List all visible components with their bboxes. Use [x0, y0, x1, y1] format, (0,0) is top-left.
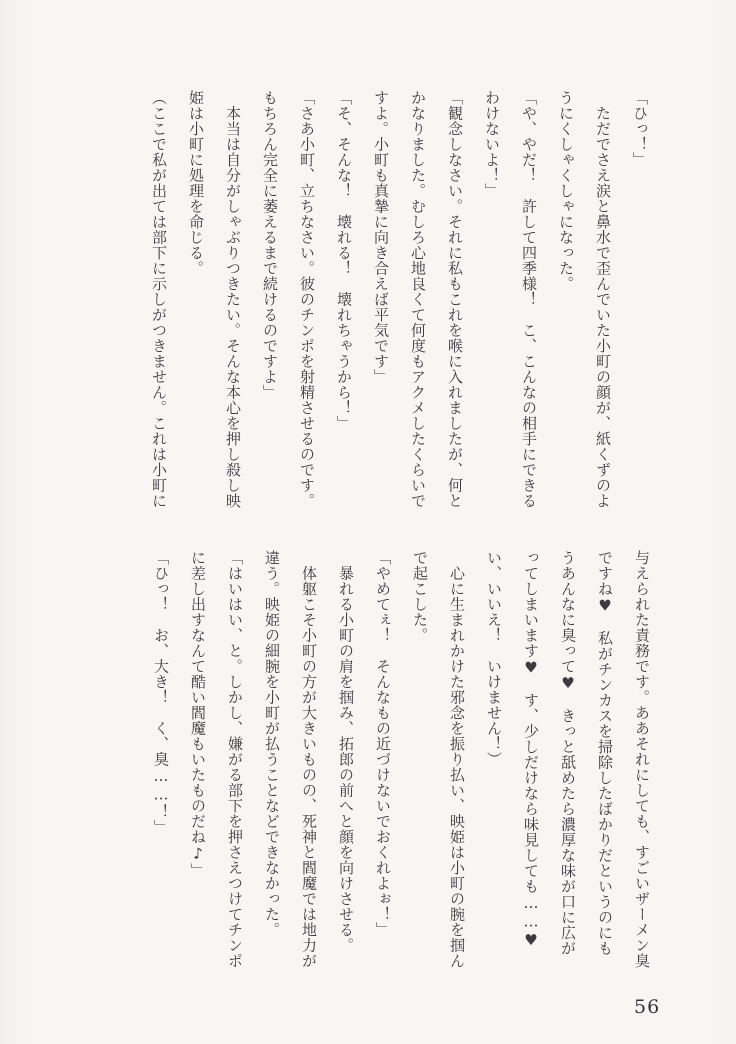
text-column: 「そ、そんな！ 壊れる！ 壊れちゃうから！」	[335, 90, 353, 431]
text-column: 姫は小町に処理を命じる。	[187, 90, 205, 276]
text-block-top	[136, 90, 658, 512]
text-column: ですね♥ 私がチンカスを掃除したばかりだというのにも	[596, 550, 614, 956]
text-column: かなりました。むしろ心地良くて何度もアクメしたくらいで	[409, 90, 427, 509]
text-column: 「ひっ！」	[631, 90, 649, 168]
text-column: い、いいえ！ いけません！）	[485, 550, 503, 767]
text-column: （ここで私が出ては部下に示しがつきません。これは小町に	[150, 90, 168, 509]
text-column: 暴れる小町の肩を掴み、拓郎の前へと顔を向けさせる。	[337, 550, 355, 953]
text-column: うにくしゃくしゃになった。	[557, 90, 575, 292]
text-column: 違う。映姫の細腕を小町が払うことなどできなかった。	[263, 550, 281, 938]
text-column: 「観念しなさい。それに私もこれを喉に入れましたが、何と	[446, 90, 464, 509]
text-column: わけないよ！」	[483, 90, 501, 199]
text-column: 「さあ小町、立ちなさい。彼のチンポを射精させるのです。	[298, 90, 316, 509]
text-column: に差し出すなんて酷い閻魔もいたものだね♪」	[189, 550, 207, 879]
text-column: もちろん完全に萎えるまで続けるのですよ」	[261, 90, 279, 400]
text-column: 心に生まれかけた邪念を振り払い、映姫は小町の腕を掴ん	[448, 550, 466, 969]
text-column: うあんなに臭って♥ きっと舐めたら濃厚な味が口に広が	[559, 550, 577, 956]
text-column: 体躯こそ小町の方が大きいものの、死神と閻魔では地力が	[300, 550, 318, 969]
text-column: で起こした。	[411, 550, 429, 643]
text-column: 与えられた責務です。ああそれにしても、すごいザーメン臭	[633, 550, 651, 969]
text-column: 本当は自分がしゃぶりつきたい。そんな本心を押し殺し映	[224, 90, 242, 509]
text-column: 「ひっ！ お、大き！ く、臭……！」	[152, 550, 170, 835]
text-column: 「やめてぇ！ そんなもの近づけないでおくれよぉ！」	[374, 550, 392, 938]
text-column: ってしまいます♥ す、少しだけなら味見しても……♥	[522, 550, 540, 950]
text-block-bottom	[138, 550, 660, 972]
text-column: すよ。小町も真摯に向き合えば平気です」	[372, 90, 390, 385]
text-column: 「や、やだ！ 許して四季様！ こ、こんなの相手にできる	[520, 90, 538, 509]
page-number: 56	[634, 996, 661, 1018]
text-column: 「はいはい、と。しかし、嫌がる部下を押さえつけてチンポ	[226, 550, 244, 969]
text-column: ただでさえ涙と鼻水で歪んでいた小町の顔が、紙くずのよ	[594, 90, 612, 509]
